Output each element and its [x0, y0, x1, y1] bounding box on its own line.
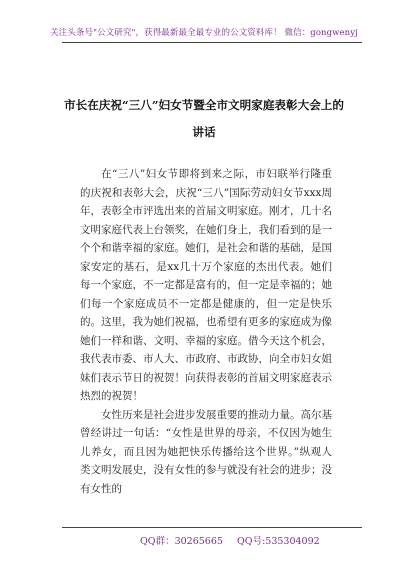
header-divider [62, 42, 362, 43]
document-body [80, 165, 332, 498]
footer-divider [62, 527, 362, 528]
header-note: 关注头条号"公文研究"，获得最新最全最专业的公文资料库！ 微信：gongwenyj [50, 28, 358, 38]
paragraph-1: 在“三八”妇女节即将到来之际，市妇联举行隆重的庆祝和表彰大会，庆祝“三八”国际劳动妇女节xxx周年，表彰全市评选出来的首届文明家庭。刚才，几十名文明家庭代表上台领奖，在她们身上，我们看到的是一个个和谐幸福的家庭。她们，是社会和谐的基础，是国家安定的基石，是xx几十万个家庭的杰出代表。她们每一个家庭，不一定都是富有的，但一定是幸福的；她们每一个家庭成员不一定都是健康的，但一定是快乐的。这里，我为她们祝福，也希望有更多的家庭成为像她们一样和谐、文明、幸福的家庭。借今天这个机会，我代表市委、市人大、市政府、市政协，向全市妇女姐妹们表示节日的祝贺！向获得表彰的首届文明家庭表示热烈的祝贺！ [80, 168, 332, 402]
document-title: 市长在庆祝“三八”妇女节暨全市文明家庭表彰大会上的 [64, 98, 344, 112]
footer-qq-group: QQ群：30265665 [140, 536, 223, 547]
document-subtitle: 讲话 [192, 125, 216, 139]
footer-qq-number: QQ号:535304092 [237, 536, 320, 547]
paragraph-2: 女性历来是社会进步发展重要的推动力量。高尔基曾经讲过一句话：“女性是世界的母亲，不仅因为她生儿养女，而且因为她把快乐传播给这个世界。”纵观人类文明发展史，没有女性的参与就没有社会的进步；没有女性的 [80, 408, 332, 495]
